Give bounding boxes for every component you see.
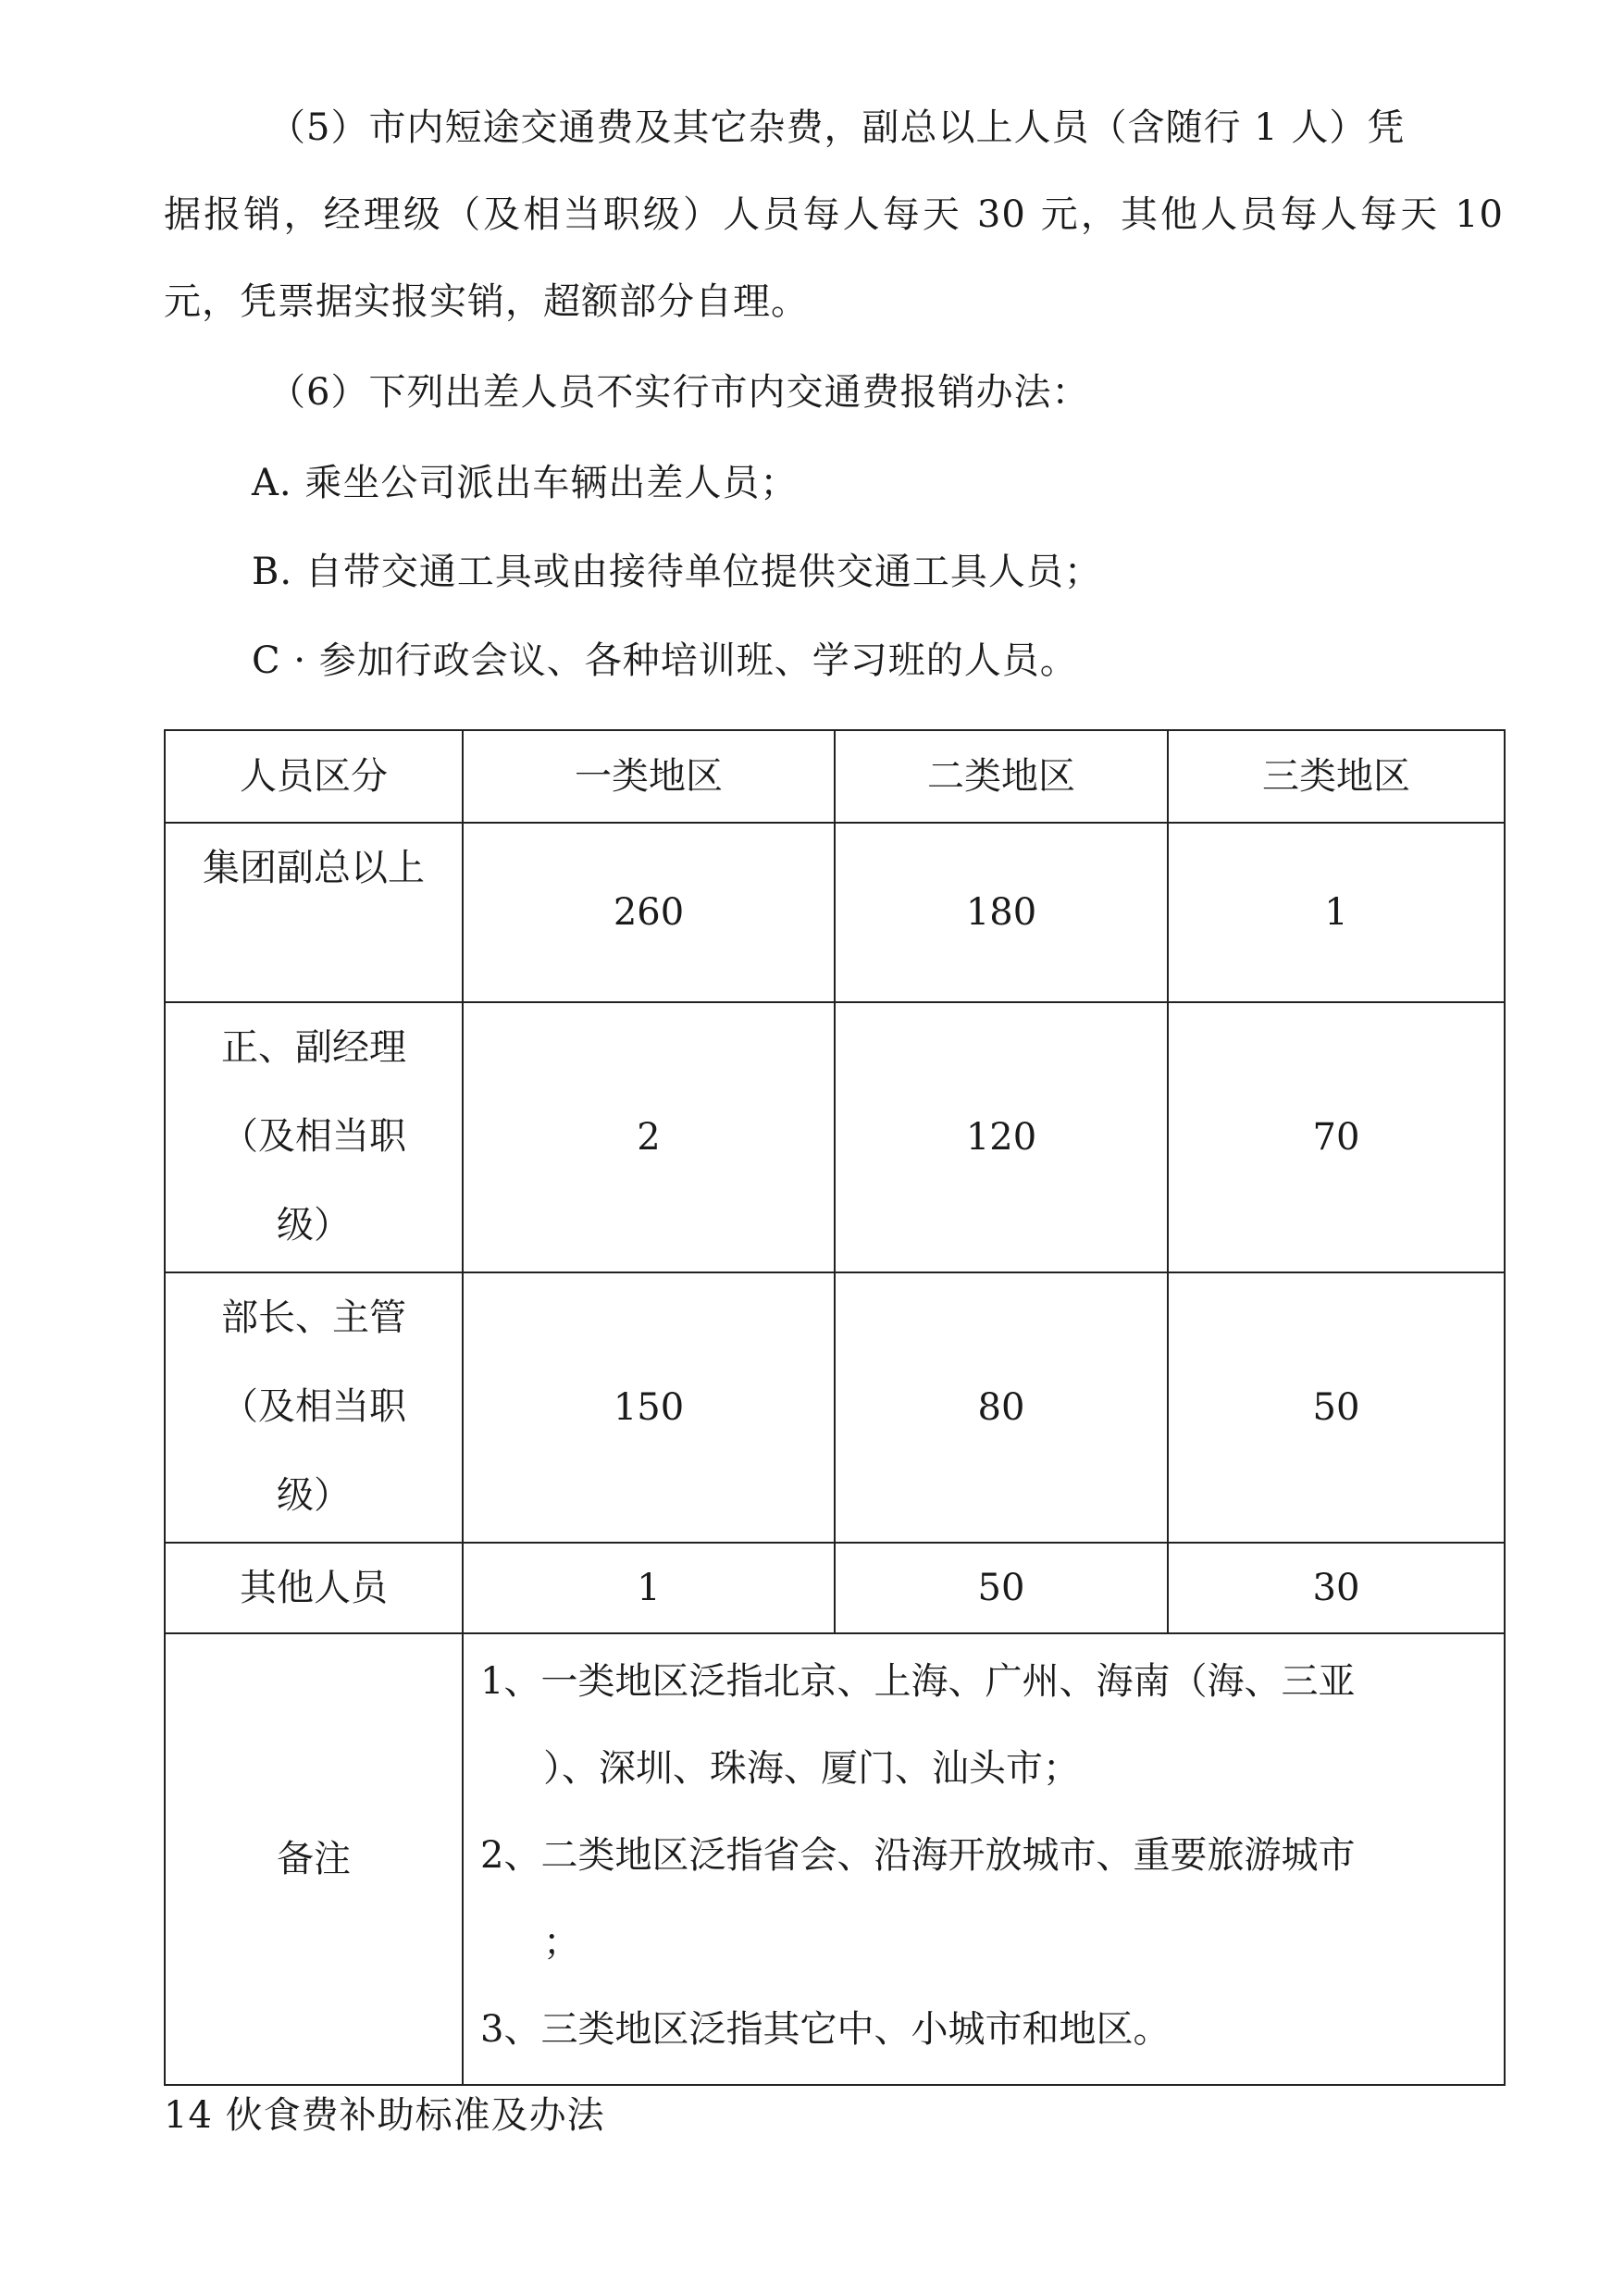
paragraph-6: （6）下列出差人员不实行市内交通费报销办法： xyxy=(268,371,1090,414)
row-label xyxy=(165,823,463,1002)
table-cell: 150 xyxy=(463,1272,835,1543)
table-cell: 30 xyxy=(1168,1543,1505,1633)
row-label: 其他人员 xyxy=(165,1543,463,1633)
paragraph-5-line-1: （5）市内短途交通费及其它杂费，副总以上人员（含随行 1 人）凭 xyxy=(268,106,1406,149)
remarks-line: ）、深圳、珠海、厦门、汕头市； xyxy=(543,1747,1080,1790)
list-item-a: A. 乘坐公司派出车辆出差人员； xyxy=(252,462,799,504)
row-label-line: （及相当职 xyxy=(221,1385,406,1428)
list-item-c: C · 参加行政会议、各种培训班、学习班的人员。 xyxy=(252,639,1078,682)
table-cell: 2 xyxy=(463,1002,835,1272)
table-cell: 50 xyxy=(835,1543,1168,1633)
table-cell: 80 xyxy=(835,1272,1168,1543)
row-label-line: 正、副经理 xyxy=(221,1026,406,1069)
table-cell: 1 xyxy=(463,1543,835,1633)
table-cell: 260 xyxy=(463,823,835,1002)
table-cell: 120 xyxy=(835,1002,1168,1272)
table-cell: 1 xyxy=(1168,823,1505,1002)
table-cell: 180 xyxy=(835,823,1168,1002)
table-row xyxy=(165,823,1505,1002)
header-cell-region-1: 一类地区 xyxy=(463,730,835,823)
allowance-table xyxy=(164,729,1506,2086)
row-label-line: 部长、主管 xyxy=(221,1296,406,1339)
list-item-b: B. 自带交通工具或由接待单位提供交通工具人员； xyxy=(252,551,1102,593)
section-heading: 14 伙食费补助标准及办法 xyxy=(164,2094,605,2137)
row-label xyxy=(165,1272,463,1543)
row-label xyxy=(165,1002,463,1272)
table-row xyxy=(165,1002,1505,1272)
remarks-content xyxy=(463,1633,1505,2085)
paragraph-5-line-2: 据报销，经理级（及相当职级）人员每人每天 30 元，其他人员每人每天 10 xyxy=(164,193,1504,236)
remarks-line: 2、二类地区泛指省会、沿海开放城市、重要旅游城市 xyxy=(480,1834,1356,1877)
table-row xyxy=(165,1272,1505,1543)
header-cell-region-3: 三类地区 xyxy=(1168,730,1505,823)
remarks-line: 3、三类地区泛指其它中、小城市和地区。 xyxy=(480,2008,1171,2051)
remarks-row xyxy=(165,1633,1505,2085)
paragraph-5-line-3: 元，凭票据实报实销，超额部分自理。 xyxy=(164,280,809,323)
row-label-line: 集团副总以上 xyxy=(203,847,425,889)
table-row xyxy=(165,1543,1505,1633)
row-label-line: 级） xyxy=(277,1474,351,1517)
remarks-line: ； xyxy=(543,1921,580,1964)
header-cell-personnel: 人员区分 xyxy=(165,730,463,823)
row-label-line: 级） xyxy=(277,1204,351,1247)
table-cell: 70 xyxy=(1168,1002,1505,1272)
remarks-label: 备注 xyxy=(165,1633,463,2085)
table-header-row xyxy=(165,730,1505,823)
row-label-line: （及相当职 xyxy=(221,1115,406,1158)
remarks-line: 1、一类地区泛指北京、上海、广州、海南（海、三亚 xyxy=(480,1660,1356,1703)
header-cell-region-2: 二类地区 xyxy=(835,730,1168,823)
table-cell: 50 xyxy=(1168,1272,1505,1543)
